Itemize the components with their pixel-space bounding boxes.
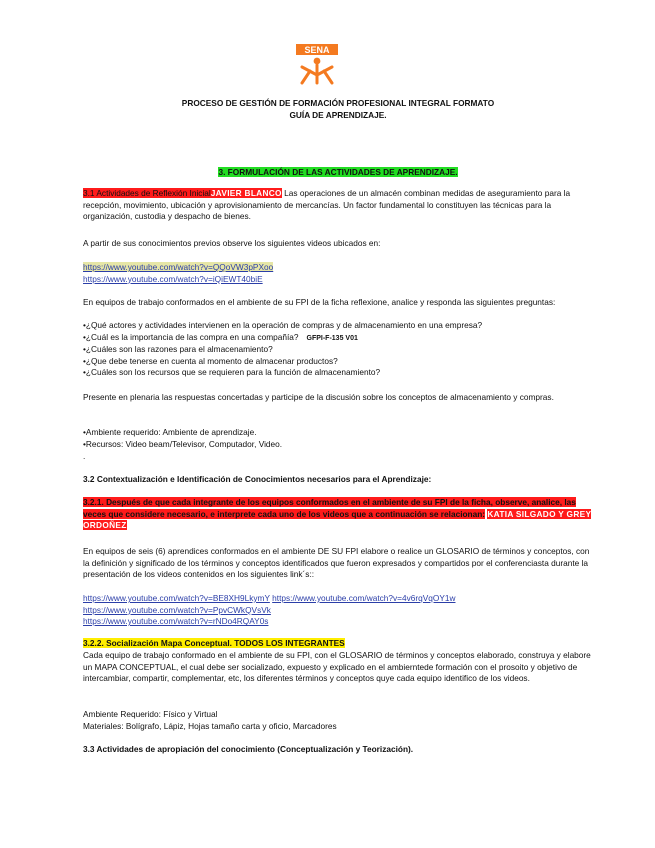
questions-list (83, 320, 593, 379)
section-3-2-2-heading (83, 638, 593, 650)
section-3-1-label: 3.1 Actividades de Reflexión Inicial (83, 188, 211, 198)
author-tag-javier: JAVIER BLANCO (210, 188, 282, 198)
stray-dot: . (83, 451, 86, 461)
list-item: • ¿Qué actores y actividades intervienen en la operación de compras y de almacenamiento en una empresa? (83, 320, 593, 332)
environment-line: Ambiente Requerido: Físico y Virtual (83, 709, 218, 719)
list-item: • Recursos: Video beam/Televisor, Computador, Video. (83, 439, 593, 451)
title-line-1: PROCESO DE GESTIÓN DE FORMACIÓN PROFESIONAL INTEGRAL FORMATO (181, 98, 495, 108)
video-link[interactable]: https://www.youtube.com/watch?v=iQiEWT40biE (83, 273, 263, 284)
videos-intro: A partir de sus conocimientos previos observe los siguientes videos ubicados en: (83, 238, 381, 248)
list-item: • ¿Que debe tenerse en cuenta al momento de almacenar productos? (83, 356, 593, 368)
video-link[interactable]: https://www.youtube.com/watch?v=BE8XH9LkymY (83, 593, 270, 603)
list-item: • ¿Cuál es la importancia de las compra en una compañía? GFPI-F-135 V01 (83, 332, 593, 345)
list-item: • ¿Cuáles son los recursos que se requieren para la función de almacenamiento? (83, 367, 593, 379)
section-3-2-2-heading-text: 3.2.2. Socialización Mapa Conceptual. TODOS LOS INTEGRANTES (83, 638, 345, 648)
svg-text:SENA: SENA (304, 45, 330, 56)
list-item: • ¿Cuáles son las razones para el almacenamiento? (83, 344, 593, 356)
sena-logo (294, 40, 340, 86)
video-link[interactable]: https://www.youtube.com/watch?v=PpvCWkQVsVk (83, 604, 271, 615)
team-instructions: En equipos de trabajo conformados en el ambiente de su FPI de la ficha reflexione, analice y responda las siguientes preguntas: (83, 297, 556, 307)
section-3-2-heading: 3.2 Contextualización e Identificación de Conocimientos necesarios para el Aprendizaje: (83, 474, 432, 484)
materials-line: Materiales: Bolígrafo, Lápiz, Hojas tamaño carta y oficio, Marcadores (83, 720, 337, 731)
video-link[interactable]: https://www.youtube.com/watch?v=4v6rqVqOY1w (272, 593, 456, 603)
section-3-2-1-paragraph (83, 497, 593, 532)
video-links-1 (83, 262, 593, 285)
section-3-2-1-text: 3.2.1. Después de que cada integrante de los equipos conformados en el ambiente de su FPI de la ficha, observe, analice, las veces que considere necesario, e interprete cada uno de los videos que a continuación se relacionan: (83, 497, 576, 519)
concept-map-paragraph: Cada equipo de trabajo conformado en el ambiente de su FPI, con el GLOSARIO de términos y conceptos elaborado, construya y elabore un MAPA CONCEPTUAL, el cual debe ser socializado, expuesto y explicado en el ambierntede formación con el prosoito y objetivo de intercambiar, compartir, complementar, etc, los diferentes términos y conceptos quye cada equipo identifico de los videos. (83, 650, 591, 684)
section-3-2-2-requirements (83, 709, 593, 732)
section-3-heading-text: 3. FORMULACIÓN DE LAS ACTIVIDADES DE APRENDIZAJE. (218, 167, 458, 177)
title-line-2: GUÍA DE APRENDIZAJE. (289, 109, 387, 120)
plenary-paragraph: Presente en plenaria las respuestas concertadas y participe de la discusión sobre los conceptos de almacenamiento y compras. (83, 392, 554, 402)
list-item: • Ambiente requerido: Ambiente de aprendizaje. (83, 427, 593, 439)
document-title (83, 98, 593, 121)
form-code: GFPI-F-135 V01 (306, 334, 358, 342)
video-link[interactable]: https://www.youtube.com/watch?v=QQoVW3pPXoo (83, 262, 274, 272)
requirements-list (83, 427, 593, 450)
author-tag-katia-grey: KATIA SILGADO Y GREY ORDOÑEZ (83, 508, 592, 531)
glossary-paragraph: En equipos de seis (6) aprendices conformados en el ambiente DE SU FPI elabore o realice un GLOSARIO de términos y conceptos, con la definición y significado de los términos y conceptos identificados que fueron expresados y compartidos por el conferenciasta durante la presentación de los videos contenidos en los siguientes link´s:: (83, 546, 590, 580)
section-3-heading (83, 167, 593, 179)
section-3-1-text: Las operaciones de un almacén combinan medidas de aseguramiento para la recepción, movimiento, ubicación y aprovisionamiento de mercancías. Un factor fundamental lo constituyen las técnicas para la organización, custodia y despacho de bienes. (83, 188, 571, 222)
section-3-1-paragraph (83, 188, 593, 223)
video-link[interactable]: https://www.youtube.com/watch?v=rNDo4RQAY0s (83, 616, 269, 627)
section-3-3-heading: 3.3 Actividades de apropiación del conocimiento (Conceptualización y Teorización). (83, 744, 414, 754)
video-links-2 (83, 593, 593, 628)
